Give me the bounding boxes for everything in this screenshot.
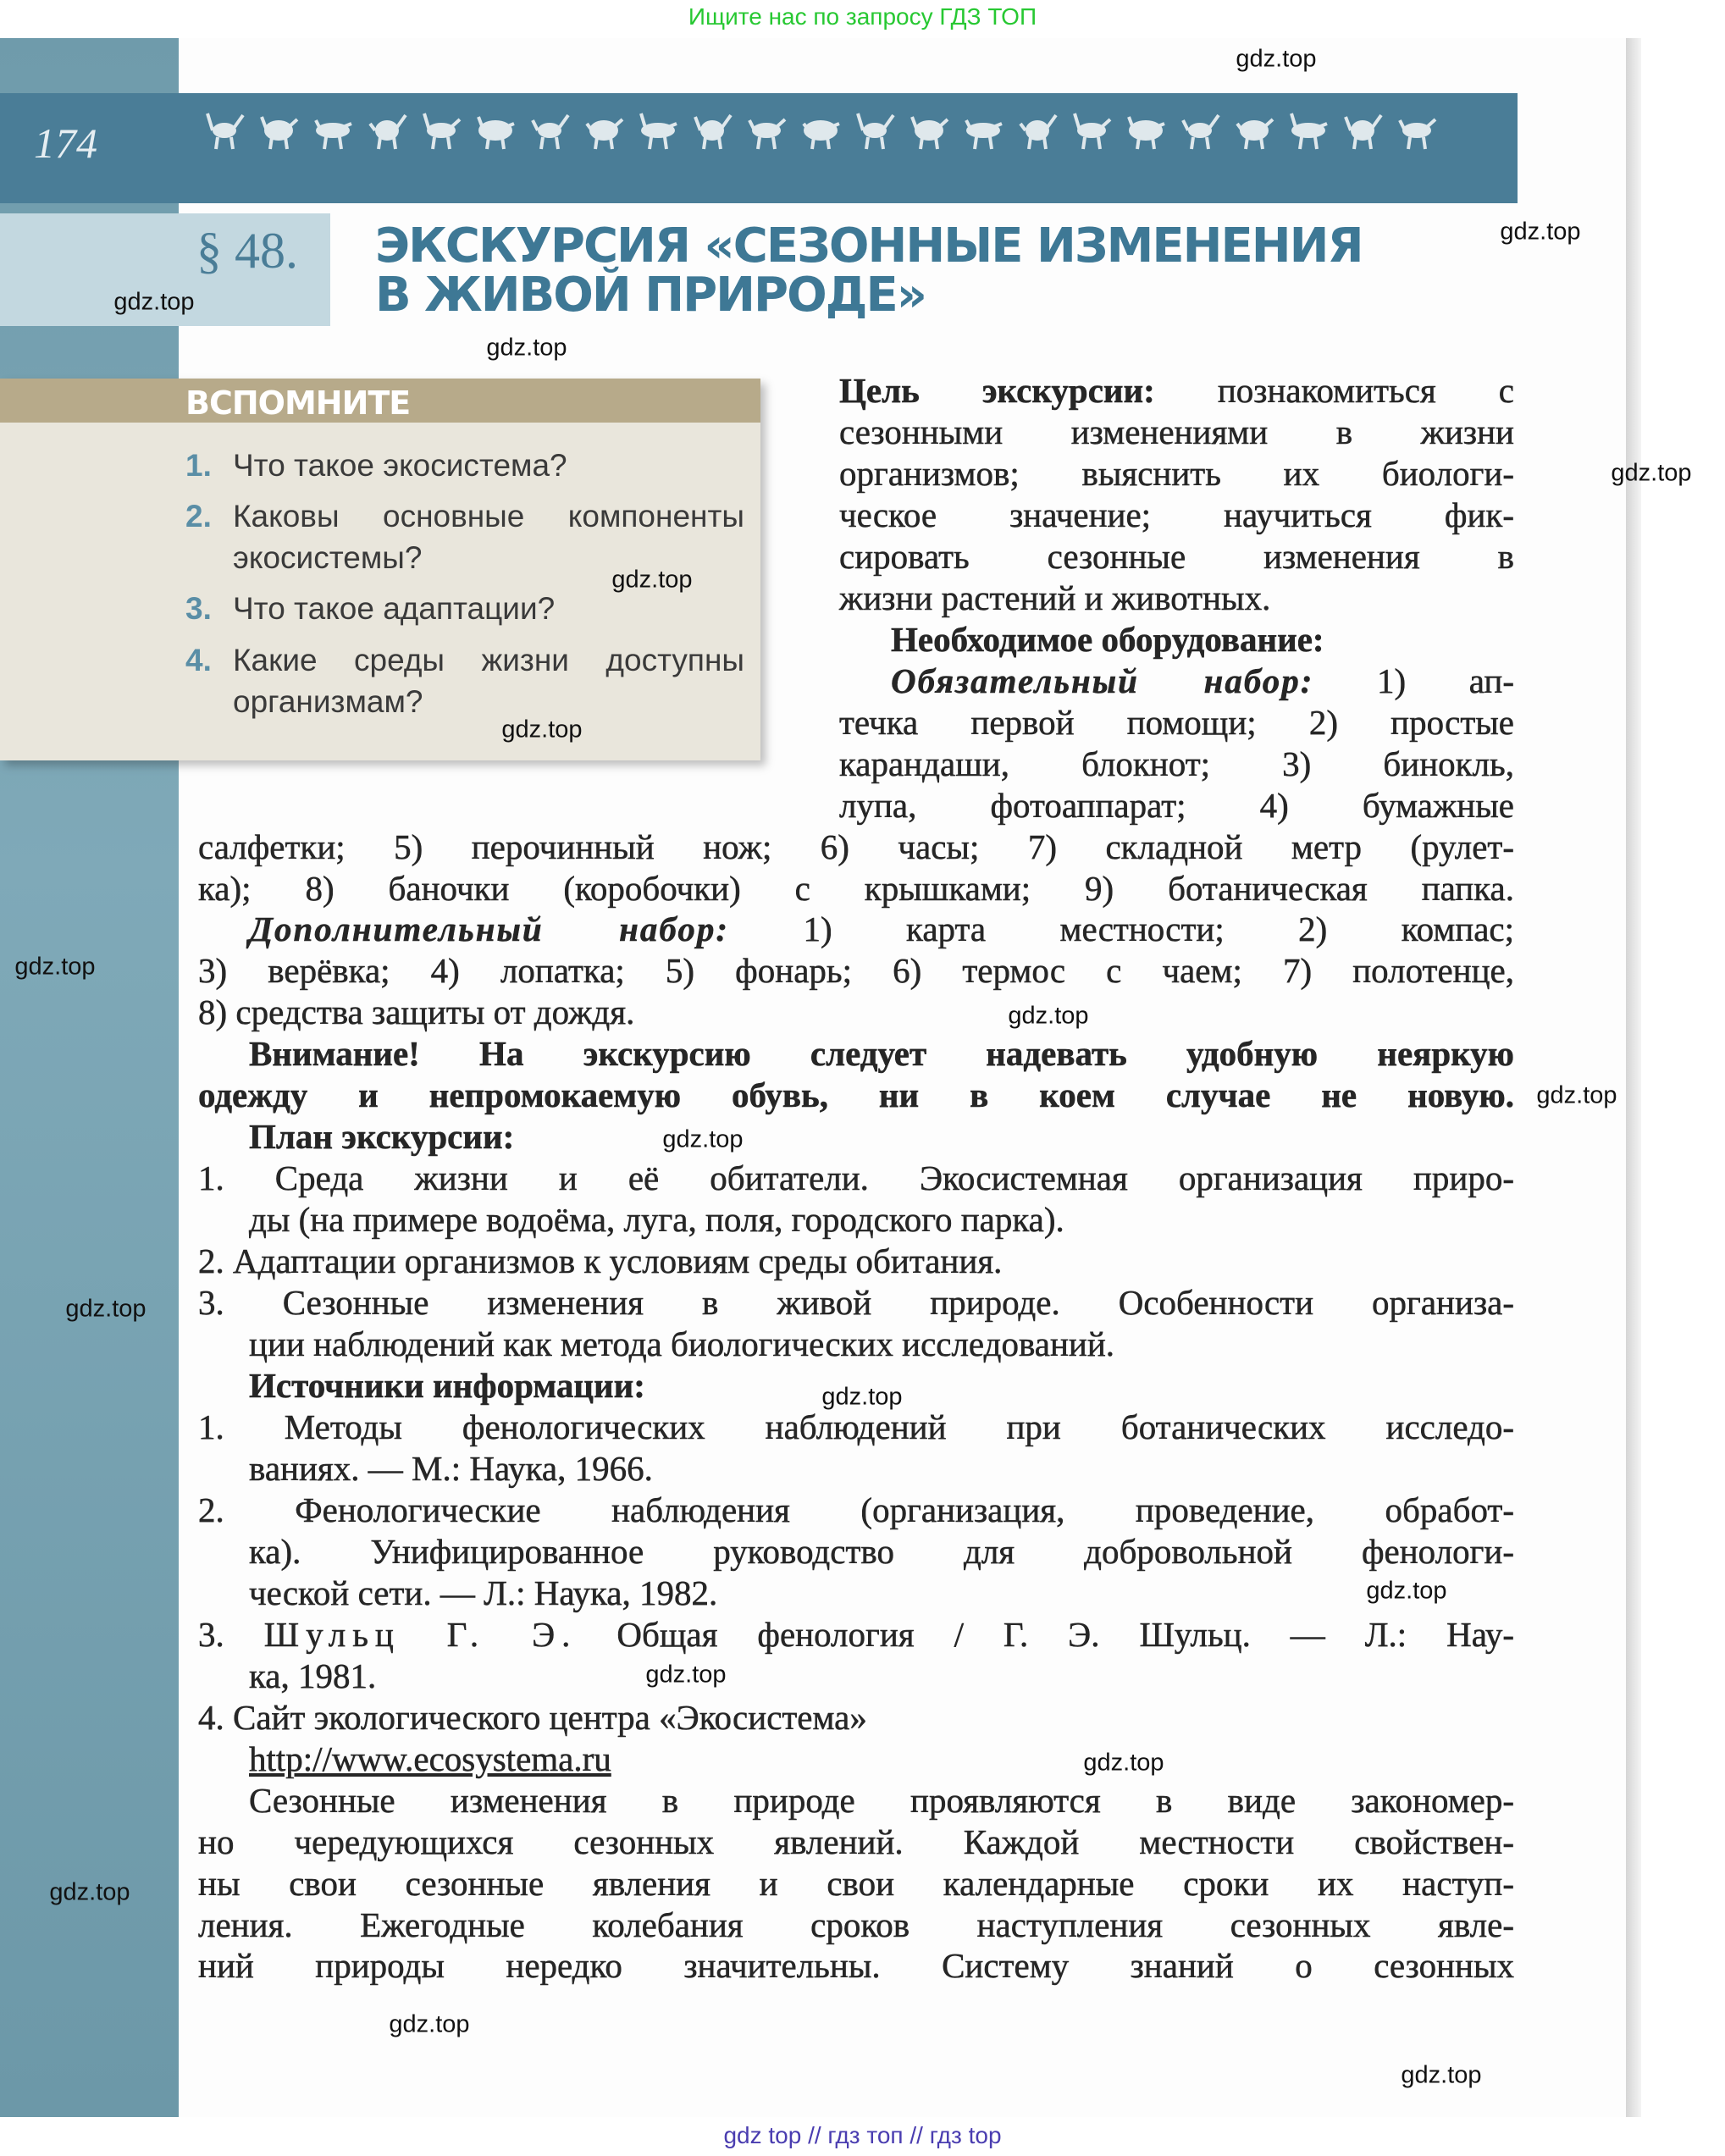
line-lead: Обязательный набор: bbox=[891, 661, 1314, 700]
body-line bbox=[198, 1490, 1514, 1531]
line-lead: 3. bbox=[198, 1614, 264, 1654]
line-text: ны свои сезонные явления и свои календарные сроки их наступ- bbox=[198, 1863, 1514, 1903]
website-link[interactable]: http://www.ecosystema.ru bbox=[249, 1739, 611, 1778]
line-text: лупа, фотоаппарат; 4) бумажные bbox=[839, 785, 1514, 825]
body-line bbox=[249, 1531, 1514, 1573]
body-line bbox=[839, 412, 1514, 453]
body-line bbox=[198, 1614, 1514, 1656]
body-line bbox=[198, 992, 1514, 1033]
watermark: gdz.top bbox=[1366, 1577, 1447, 1605]
line-text: познакомиться с bbox=[1154, 371, 1515, 410]
line-text: но чередующихся сезонных явлений. Каждой местности свойствен- bbox=[198, 1822, 1514, 1861]
line-text: 1) карта местности; 2) компас; bbox=[729, 909, 1514, 949]
watermark: gdz.top bbox=[65, 1295, 147, 1323]
body-line bbox=[198, 1241, 1514, 1282]
animal-silhouette-icon bbox=[804, 120, 839, 149]
line-text: 1. Среда жизни и её обитатели. Экосистемная организация приро- bbox=[198, 1158, 1514, 1198]
body-line bbox=[249, 1324, 1514, 1365]
body-line bbox=[198, 1945, 1514, 1987]
line-text: ческое значение; научиться фик- bbox=[839, 495, 1514, 534]
body-line bbox=[249, 1573, 1514, 1614]
line-text: жизни растений и животных. bbox=[839, 578, 1271, 617]
line-text: сезонными изменениями в жизни bbox=[839, 412, 1514, 451]
body-line bbox=[839, 785, 1514, 826]
section-title-line-2: В ЖИВОЙ ПРИРОДЕ» bbox=[375, 268, 926, 323]
animal-silhouette-icon bbox=[1346, 115, 1381, 149]
line-text: 3) верёвка; 4) лопатка; 5) фонарь; 6) термос с чаем; 7) полотенце, bbox=[198, 951, 1514, 991]
body-line bbox=[249, 1116, 1514, 1158]
body-line bbox=[198, 1822, 1514, 1863]
body-line bbox=[839, 744, 1514, 785]
animal-silhouette-icon bbox=[316, 120, 351, 149]
body-line bbox=[839, 702, 1514, 744]
top-promo-note: Ищите нас по запросу ГДЗ ТОП bbox=[688, 3, 1037, 30]
body-line bbox=[839, 578, 1514, 619]
line-text: ления. Ежегодные колебания сроков наступления сезонных явле- bbox=[198, 1904, 1514, 1944]
line-text: ды (на примере водоёма, луга, поля, городского парка). bbox=[249, 1200, 1064, 1240]
line-text: 4. Сайт экологического центра «Экосистема» bbox=[198, 1697, 867, 1737]
animal-silhouette-icon bbox=[1183, 115, 1219, 149]
line-text: карандаши, блокнот; 3) бинокль, bbox=[839, 744, 1514, 783]
body-line bbox=[198, 868, 1514, 909]
body-line bbox=[839, 370, 1514, 412]
question-number: 2. bbox=[185, 499, 212, 533]
footer-note: gdz top // гдз топ // гдз top bbox=[723, 2122, 1002, 2148]
watermark: gdz.top bbox=[1500, 218, 1581, 246]
line-lead: План экскурсии: bbox=[249, 1117, 515, 1157]
animal-silhouette-icon bbox=[262, 117, 297, 149]
animal-silhouette-icon bbox=[587, 119, 622, 149]
watermark: gdz.top bbox=[1536, 1081, 1617, 1109]
line-text: 1. Методы фенологических наблюдений при ботанических исследо- bbox=[198, 1407, 1514, 1446]
body-line bbox=[249, 909, 1514, 950]
watermark: gdz.top bbox=[389, 2010, 470, 2038]
animal-silhouette-icon bbox=[1400, 119, 1435, 149]
animal-silhouette-icon bbox=[1075, 113, 1110, 149]
line-text: Сезонные изменения в природе проявляются в виде закономер- bbox=[249, 1780, 1514, 1820]
line-text: 2. Фенологические наблюдения (организация, проведение, обработ- bbox=[198, 1490, 1514, 1529]
watermark: gdz.top bbox=[1611, 459, 1692, 487]
watermark: gdz.top bbox=[113, 288, 195, 316]
body-line bbox=[198, 1282, 1514, 1324]
animal-silhouette-icon bbox=[695, 115, 731, 149]
animal-silhouettes-row bbox=[191, 103, 1461, 154]
line-text: ваниях. — М.: Наука, 1966. bbox=[249, 1448, 653, 1488]
body-line bbox=[198, 1158, 1514, 1199]
line-lead: одежду и непромокаемую обувь, ни в коем случае не новую. bbox=[198, 1075, 1514, 1115]
question-number: 4. bbox=[185, 643, 212, 677]
body-line bbox=[839, 495, 1514, 536]
line-text: ции наблюдений как метода биологических исследований. bbox=[249, 1324, 1115, 1364]
animal-silhouette-icon bbox=[858, 113, 893, 149]
watermark: gdz.top bbox=[611, 566, 693, 594]
line-text: течка первой помощи; 2) простые bbox=[839, 702, 1514, 742]
watermark: gdz.top bbox=[486, 334, 567, 362]
animal-silhouette-icon bbox=[641, 113, 677, 149]
animal-silhouette-icon bbox=[478, 117, 514, 149]
recall-question bbox=[185, 445, 744, 486]
recall-header bbox=[0, 379, 760, 423]
body-line bbox=[198, 1407, 1514, 1448]
animal-silhouette-icon bbox=[424, 113, 460, 149]
line-text: ка). Унифицированное руководство для добровольной фенологи- bbox=[249, 1531, 1514, 1571]
line-text: 8) средства защиты от дождя. bbox=[198, 992, 635, 1032]
animal-silhouette-icon bbox=[1020, 115, 1056, 149]
watermark: gdz.top bbox=[662, 1125, 744, 1153]
body-line bbox=[839, 453, 1514, 495]
line-text: организмов; выяснить их биологи- bbox=[839, 453, 1514, 493]
animal-silhouette-icon bbox=[912, 117, 948, 149]
line-lead: Источники информации: bbox=[249, 1366, 645, 1406]
animal-silhouette-icon bbox=[1291, 113, 1327, 149]
animal-silhouette-icon bbox=[966, 120, 1002, 149]
watermark: gdz.top bbox=[1008, 1002, 1089, 1030]
animal-silhouette-icon bbox=[207, 113, 243, 149]
body-line bbox=[891, 661, 1514, 702]
line-text: Общая фенология / Г. Э. Шульц. — Л.: Нау- bbox=[577, 1614, 1515, 1654]
body-line bbox=[198, 950, 1514, 992]
body-line bbox=[249, 1199, 1514, 1241]
section-title-line-1: ЭКСКУРСИЯ «СЕЗОННЫЕ ИЗМЕНЕНИЯ bbox=[375, 218, 1363, 274]
animal-silhouette-icon bbox=[1237, 119, 1273, 149]
line-text: ка); 8) баночки (коробочки) с крышками; 9) ботаническая папка. bbox=[198, 868, 1514, 908]
watermark: gdz.top bbox=[821, 1383, 903, 1411]
line-lead: Внимание! На экскурсию следует надевать удобную неяркую bbox=[249, 1034, 1514, 1074]
animal-silhouette-icon bbox=[1129, 117, 1164, 149]
recall-heading: ВСПОМНИТЕ bbox=[185, 384, 411, 422]
body-line bbox=[198, 826, 1514, 868]
watermark: gdz.top bbox=[1083, 1749, 1164, 1777]
line-text: ний природы нередко значительны. Систему знаний о сезонных bbox=[198, 1946, 1514, 1986]
left-margin-strip bbox=[0, 38, 179, 2117]
page-number: 174 bbox=[34, 119, 97, 167]
watermark: gdz.top bbox=[501, 716, 583, 744]
line-text: ка, 1981. bbox=[249, 1656, 377, 1695]
body-line bbox=[839, 536, 1514, 578]
question-number: 3. bbox=[185, 591, 212, 626]
line-text: салфетки; 5) перочинный нож; 6) часы; 7) складной метр (рулет- bbox=[198, 826, 1514, 866]
question-text: Что такое адаптации? bbox=[233, 591, 556, 626]
line-lead: Дополнительный набор: bbox=[249, 909, 729, 949]
line-text: 2. Адаптации организмов к условиям среды обитания. bbox=[198, 1241, 1003, 1281]
watermark: gdz.top bbox=[49, 1878, 130, 1906]
line-lead: Цель экскурсии: bbox=[839, 371, 1155, 410]
section-number: § 48. bbox=[196, 223, 298, 279]
body-line bbox=[891, 619, 1514, 661]
watermark: gdz.top bbox=[1401, 2061, 1482, 2089]
page-edge-shadow bbox=[1626, 38, 1641, 2117]
line-text: сировать сезонные изменения в bbox=[839, 536, 1514, 576]
line-text: ческой сети. — Л.: Наука, 1982. bbox=[249, 1573, 718, 1612]
section-title bbox=[375, 218, 1363, 323]
body-line bbox=[198, 1904, 1514, 1946]
recall-question bbox=[185, 639, 744, 722]
question-text: Что такое экосистема? bbox=[233, 448, 567, 483]
watermark: gdz.top bbox=[14, 953, 96, 981]
author-name: Шульц Г. Э. bbox=[263, 1614, 578, 1654]
line-lead: Необходимое оборудование: bbox=[891, 619, 1324, 659]
body-line bbox=[198, 1697, 1514, 1739]
watermark: gdz.top bbox=[1236, 45, 1317, 73]
body-line bbox=[198, 1863, 1514, 1904]
body-line bbox=[249, 1656, 1514, 1697]
body-line bbox=[249, 1033, 1514, 1075]
body-line bbox=[249, 1739, 1514, 1780]
question-text: Каковы основные компоненты экосистемы? bbox=[233, 499, 744, 575]
animal-silhouette-icon bbox=[749, 119, 785, 149]
animal-silhouette-icon bbox=[370, 115, 406, 149]
line-text: 1) ап- bbox=[1313, 661, 1514, 700]
line-text: 3. Сезонные изменения в живой природе. Особенности организа- bbox=[198, 1283, 1514, 1323]
body-line bbox=[249, 1448, 1514, 1490]
question-text: Какие среды жизни доступны организмам? bbox=[233, 643, 744, 719]
animal-silhouette-icon bbox=[533, 115, 568, 149]
question-number: 1. bbox=[185, 448, 212, 483]
watermark: gdz.top bbox=[645, 1661, 727, 1689]
body-line bbox=[198, 1075, 1514, 1116]
body-line bbox=[249, 1780, 1514, 1822]
